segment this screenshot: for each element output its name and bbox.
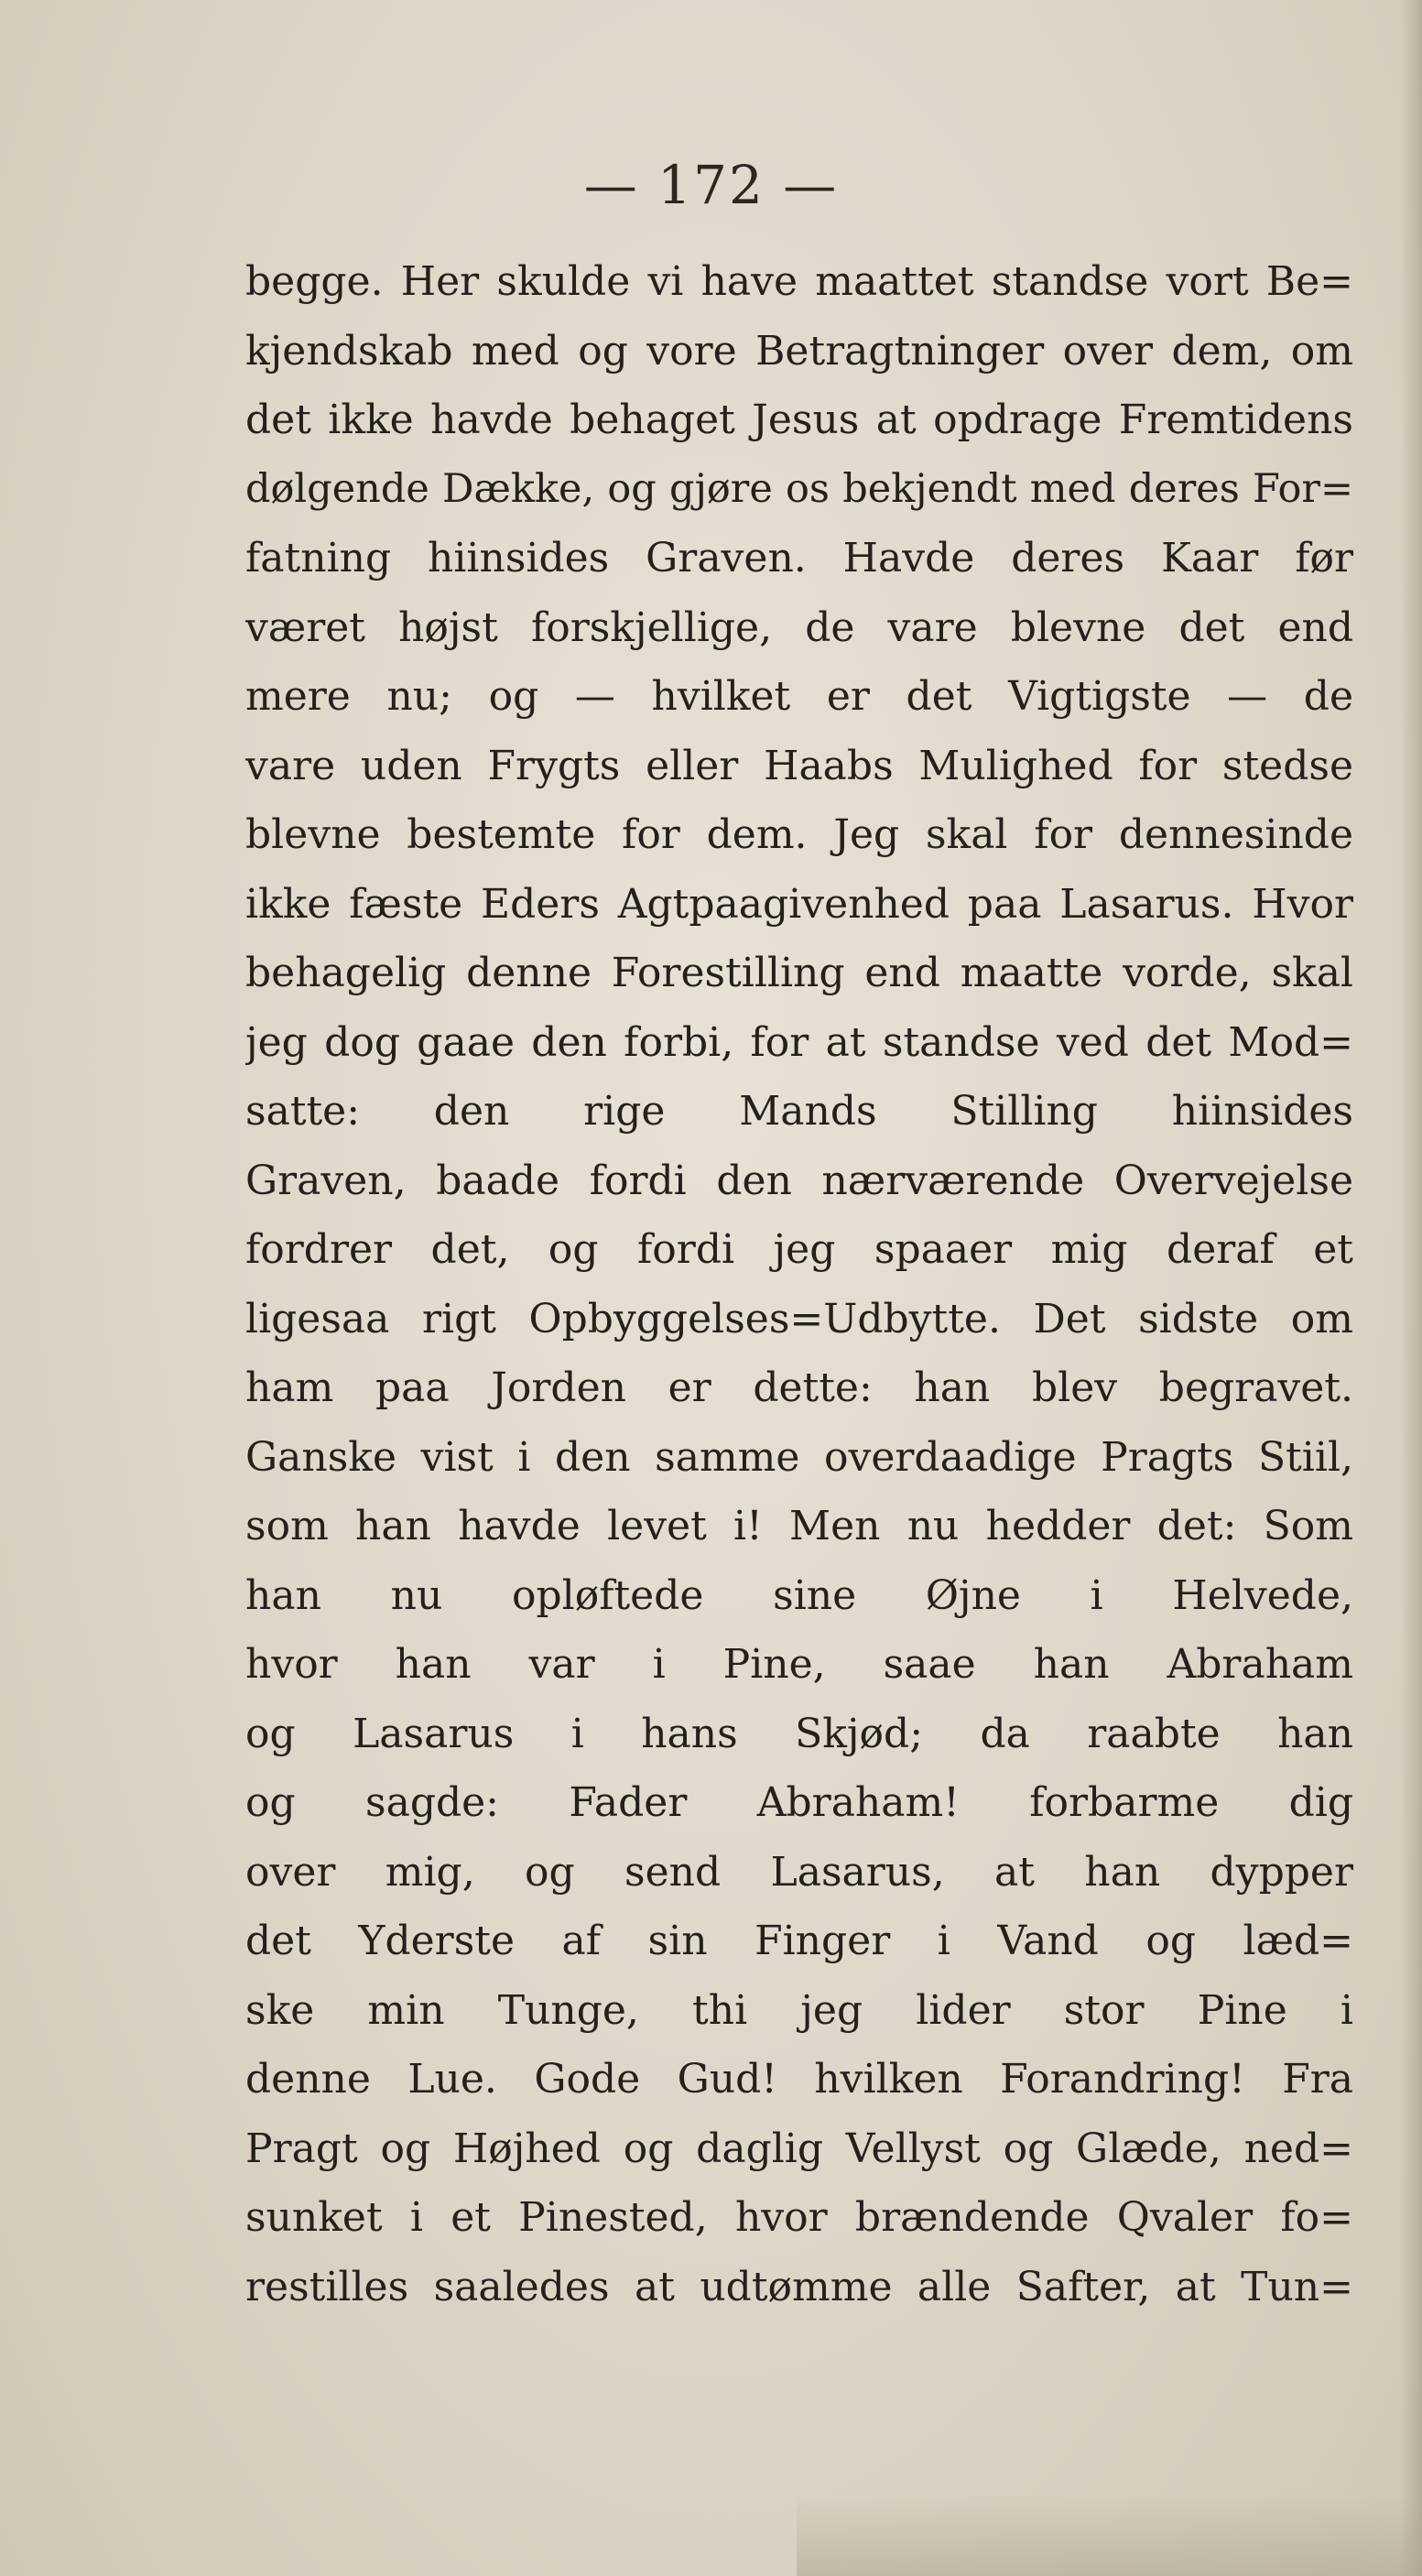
text-line: begge. Her skulde vi have maattet standse vort Be= [245,258,1353,305]
text-line: dølgende Dække, og gjøre os bekjendt med deres For= [245,465,1353,512]
text-line: behagelig denne Forestilling end maatte vorde, skal [245,950,1353,996]
text-line: ikke fæste Eders Agtpaagivenhed paa Lasarus. Hvor [245,880,1353,928]
text-line: mere nu; og — hvilket er det Vigtigste — de [245,673,1353,720]
text-line: jeg dog gaae den forbi, for at standse ved det Mod= [245,1018,1353,1066]
text-line: Pragt og Højhed og daglig Vellyst og Glæde, ned= [245,2125,1353,2172]
text-line: kjendskab med og vore Betragtninger over dem, om [245,327,1353,375]
text-line: hvor han var i Pine, saae han Abraham [245,1641,1353,1688]
text-line: fatning hiinsides Graven. Havde deres Kaar før [245,535,1353,582]
page-edge-shadow [1400,0,1422,2576]
text-line: og Lasarus i hans Skjød; da raabte han [245,1710,1353,1757]
text-line: han nu opløftede sine Øjne i Helvede, [245,1571,1353,1619]
text-line: Ganske vist i den samme overdaadige Pragts Stiil, [245,1433,1353,1481]
text-line: været højst forskjellige, de vare blevne det end [245,603,1353,651]
text-line: ske min Tunge, thi jeg lider stor Pine i [245,1986,1353,2034]
body-text [245,247,1353,2321]
text-line: som han havde levet i! Men nu hedder det: Som [245,1503,1353,1549]
text-line: ligesaa rigt Opbyggelses=Udbytte. Det sidste om [245,1295,1353,1342]
text-line: sunket i et Pinested, hvor brændende Qvaler fo= [245,2194,1353,2241]
text-line: Graven, baade fordi den nærværende Overvejelse [245,1157,1353,1204]
text-line: denne Lue. Gode Gud! hvilken Forandring! Fra [245,2056,1353,2103]
text-line: ham paa Jorden er dette: han blev begravet. [245,1364,1353,1411]
text-line: vare uden Frygts eller Haabs Mulighed for stedse [245,742,1353,789]
text-line: over mig, og send Lasarus, at han dypper [245,1848,1353,1896]
text-line: det Yderste af sin Finger i Vand og læd= [245,1918,1353,1964]
page-bottom-shadow [797,2494,1422,2576]
text-line: restilles saaledes at udtømme alle Safter, at Tun= [245,2263,1353,2310]
text-line: satte: den rige Mands Stilling hiinsides [245,1088,1353,1135]
text-line: og sagde: Fader Abraham! forbarme dig [245,1779,1353,1826]
text-line: fordrer det, og fordi jeg spaaer mig deraf et [245,1226,1353,1273]
page-number: — 172 — [583,154,839,216]
text-line: blevne bestemte for dem. Jeg skal for dennesinde [245,811,1353,858]
text-line: det ikke havde behaget Jesus at opdrage Fremtidens [245,397,1353,443]
